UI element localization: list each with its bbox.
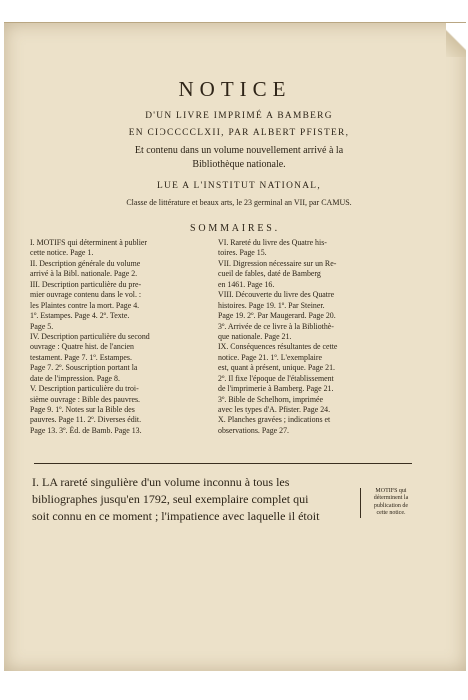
sommaire-line: de l'imprimerie à Bamberg. Page 21. [218, 384, 334, 394]
class-line: Classe de littérature et beaux arts, le 23 germinal an VII, par CAMUS. [126, 198, 352, 207]
margin-note [360, 488, 415, 518]
sommaire-line: 3º. Bible de Schelhorn, imprimée [218, 394, 324, 404]
sommaire-line: en 1461. Page 16. [218, 279, 275, 289]
sommaire-line: III. Description particulière du pre- [30, 279, 142, 289]
sommaire-line: IV. Description particulière du second [30, 331, 150, 341]
sommaire-line: les Plaintes contre la mort. Page 4. [30, 300, 140, 310]
margin-note-line: publication de [373, 502, 409, 509]
body-line-2: bibliographes jusqu'en 1792, seul exemplaire complet qui [32, 492, 309, 506]
divider-rule [34, 463, 412, 464]
sommaire-line: Page 5. [30, 321, 54, 331]
sommaire-line: VI. Rareté du livre des Quatre his- [218, 238, 327, 247]
sommaire-line: VIII. Découverte du livre des Quatre [218, 290, 335, 300]
sommaire-line: pauvres. Page 11. 2º. Diverses édit. [30, 415, 142, 425]
sommaire-line: avec les types d'A. Pfister. Page 24. [218, 405, 331, 414]
sommaire-line: que nationale. Page 21. [218, 331, 292, 341]
margin-note-line: MOTIFS qui [375, 488, 407, 494]
sommaire-line: V. Description particulière du troi- [30, 384, 139, 394]
sommaire-line: VII. Digression nécessaire sur un Re- [218, 258, 337, 268]
document-page [4, 22, 466, 671]
sommaire-line: 3º. Arrivée de ce livre à la Bibliothè- [218, 321, 334, 331]
title-line-1: D'UN LIVRE IMPRIMÉ A BAMBERG [145, 111, 333, 121]
sommaire-line: 1º. Estampes. Page 4. 2º. Texte. [30, 311, 130, 321]
sommaire-line: X. Planches gravées ; indications et [218, 415, 331, 425]
sommaire-line: histoires. Page 19. 1º. Par Steiner. [218, 300, 325, 310]
title-line-2: EN CIƆCCCCLXII, PAR ALBERT PFISTER, [128, 128, 350, 138]
sommaire-line: II. Description générale du volume [30, 258, 141, 268]
subtitle-line-1: Et contenu dans un volume nouvellement arrivé à la [134, 145, 344, 156]
sommaires-left-column [30, 238, 214, 436]
sommaire-line: 2º. Il fixe l'époque de l'établissement [218, 373, 334, 383]
sommaire-line: Page 7. 2º. Souscription portant la [30, 363, 138, 373]
sommaire-line: I. MOTIFS qui déterminent à publier [30, 238, 148, 247]
sommaire-line: ouvrage : Quatre hist. de l'ancien [30, 342, 134, 352]
subtitle-line-2: Bibliothèque nationale. [192, 159, 286, 170]
reading-line: LUE A L'INSTITUT NATIONAL, [157, 181, 321, 191]
sommaire-line: toires. Page 15. [218, 248, 267, 258]
folded-corner [446, 23, 466, 57]
sommaire-line: notice. Page 21. 1º. L'exemplaire [218, 352, 322, 362]
sommaire-line: cueil de fables, daté de Bamberg [218, 269, 321, 279]
sommaire-line: cette notice. Page 1. [30, 248, 94, 258]
body-line-3: soit connu en ce moment ; l'impatience avec laquelle il étoit [32, 509, 320, 523]
sommaire-line: date de l'impression. Page 8. [30, 373, 120, 383]
sommaire-line: testament. Page 7. 1º. Estampes. [30, 352, 132, 362]
margin-note-line: déterminent la [373, 495, 409, 502]
page-title: NOTICE [178, 77, 292, 101]
sommaire-line: IX. Conséquences résultantes de cette [218, 342, 338, 352]
sommaire-line: Page 19. 2º. Par Maugerard. Page 20. [218, 311, 336, 321]
sommaire-line: sième ouvrage : Bible des pauvres. [30, 394, 140, 404]
sommaires-heading: SOMMAIRES. [190, 223, 280, 234]
sommaire-line: mier ouvrage contenu dans le vol. : [30, 290, 142, 300]
margin-note-line: cette notice. [376, 510, 406, 517]
body-line-1: I. LA rareté singulière d'un volume inconnu à tous les [32, 475, 290, 489]
sommaire-line: Page 9. 1º. Notes sur la Bible des [30, 405, 135, 414]
sommaire-line: observations. Page 27. [218, 425, 290, 435]
sommaire-line: Page 13. 3º. Éd. de Bamb. Page 13. [30, 425, 142, 435]
sommaire-line: est, quant à présent, unique. Page 21. [218, 363, 336, 373]
sommaires-right-column [218, 238, 408, 436]
sommaire-line: arrivé à la Bibl. nationale. Page 2. [30, 269, 138, 279]
